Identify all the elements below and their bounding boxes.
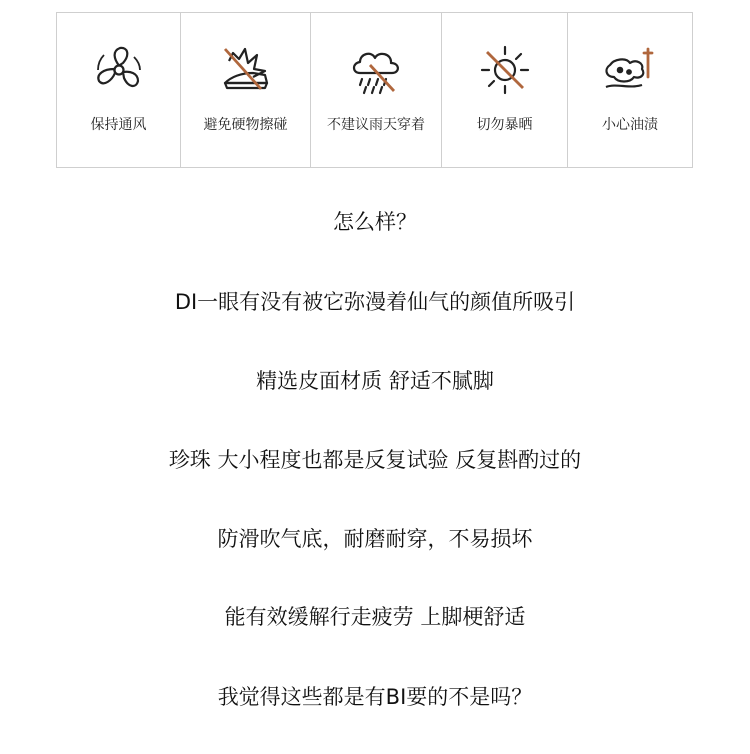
care-instructions-panel [56, 12, 693, 168]
description-line-3: 精选皮面材质 舒适不腻脚 [256, 369, 494, 393]
description-line-6: 能有效缓解行走疲劳 上脚梗舒适 [224, 605, 526, 629]
care-item-ventilate [57, 13, 181, 167]
care-label-no-rain: 不建议雨天穿着 [327, 117, 425, 133]
care-label-no-scratch: 避免硬物擦碰 [203, 117, 288, 133]
no-hard-objects-icon [219, 43, 273, 97]
fan-icon [92, 43, 146, 97]
care-label-no-sun: 切勿暴晒 [476, 117, 533, 133]
care-label-oil-stain: 小心油渍 [602, 117, 658, 133]
care-label-ventilate: 保持通风 [90, 117, 147, 133]
description-line-4: 珍珠 大小程度也都是反复试验 反复斟酌过的 [168, 448, 582, 472]
care-item-no-sun [442, 13, 568, 167]
no-sun-icon [478, 43, 532, 97]
description-line-2: DI一眼有没有被它弥漫着仙气的颜值所吸引 [174, 290, 576, 314]
care-item-no-rain [311, 13, 442, 167]
description-line-5: 防滑吹气底，耐磨耐穿，不易损坏 [217, 527, 533, 551]
care-item-no-scratch [181, 13, 311, 167]
description-line-7: 我觉得这些都是有BI要的不是吗？ [217, 685, 533, 709]
no-rain-icon [348, 43, 404, 97]
care-item-oil-stain [568, 13, 692, 167]
oil-stain-icon [600, 43, 660, 97]
description-line-1: 怎么样？ [333, 210, 417, 234]
